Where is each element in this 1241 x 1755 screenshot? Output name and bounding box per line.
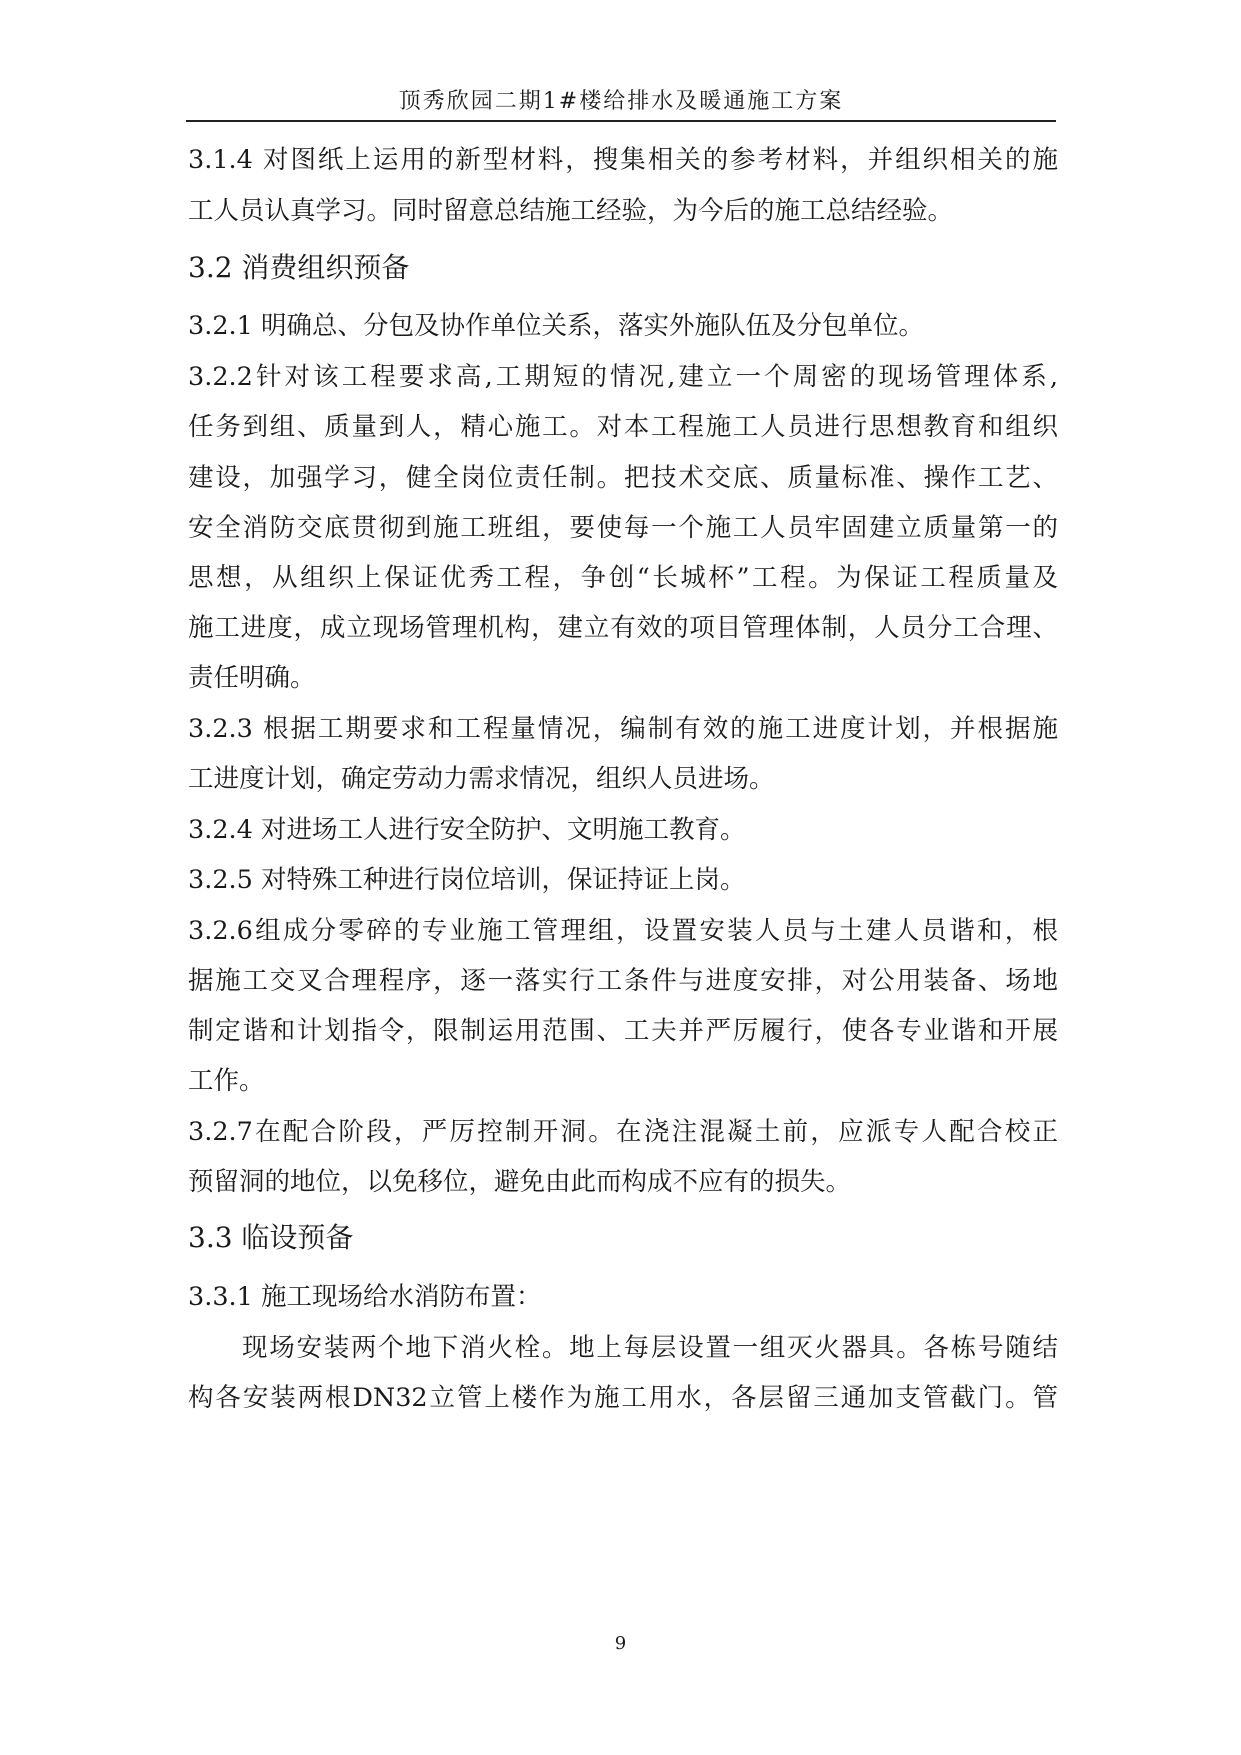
- paragraph-line: 责任明确。: [188, 663, 316, 693]
- paragraph-line: 3.2.2针对该工程要求高,工期短的情况,建立一个周密的现场管理体系,: [188, 362, 1058, 392]
- paragraph-line: 3.2.6组成分零碎的专业施工管理组，设置安装人员与土建人员谐和，根: [188, 916, 1058, 946]
- paragraph-line: 3.2.7在配合阶段，严厉控制开洞。在浇注混凝土前，应派专人配合校正: [188, 1117, 1058, 1147]
- paragraph-line: 施工进度，成立现场管理机构，建立有效的项目管理体制，人员分工合理、: [188, 613, 1058, 643]
- section-heading: 3.2 消费组织预备: [188, 251, 410, 284]
- paragraph-line: 3.2.5 对特殊工种进行岗位培训，保证持证上岗。: [188, 865, 746, 895]
- header-rule: [186, 120, 1056, 122]
- paragraph-line: 工人员认真学习。同时留意总结施工经验，为今后的施工总结经验。: [188, 196, 954, 226]
- paragraph-line: 3.2.1 明确总、分包及协作单位关系，落实外施队伍及分包单位。: [188, 311, 924, 341]
- paragraph-line: 3.1.4 对图纸上运用的新型材料，搜集相关的参考材料，并组织相关的施: [188, 145, 1058, 175]
- paragraph-line: 任务到组、质量到人，精心施工。对本工程施工人员进行思想教育和组织: [188, 412, 1058, 442]
- paragraph-line: 3.3.1 施工现场给水消防布置：: [188, 1282, 542, 1312]
- paragraph-line: 据施工交叉合理程序，逐一落实行工条件与进度安排，对公用装备、场地: [188, 966, 1058, 996]
- paragraph-line: 预留洞的地位，以免移位，避免由此而构成不应有的损失。: [188, 1167, 852, 1197]
- paragraph-line: 安全消防交底贯彻到施工班组，要使每一个施工人员牢固建立质量第一的: [188, 513, 1058, 543]
- paragraph-line: 思想，从组织上保证优秀工程，争创“长城杯”工程。为保证工程质量及: [188, 563, 1058, 593]
- section-heading: 3.3 临设预备: [188, 1221, 354, 1254]
- paragraph-line: 建设，加强学习，健全岗位责任制。把技术交底、质量标准、操作工艺、: [188, 463, 1058, 493]
- paragraph-line: 工作。: [188, 1066, 265, 1096]
- page-number: 9: [614, 1633, 627, 1654]
- paragraph-line: 3.2.4 对进场工人进行安全防护、文明施工教育。: [188, 815, 746, 845]
- running-header: 顶秀欣园二期1#楼给排水及暖通施工方案: [398, 89, 844, 114]
- paragraph-line: 工进度计划，确定劳动力需求情况，组织人员进场。: [188, 764, 775, 794]
- paragraph-line: 现场安装两个地下消火栓。地上每层设置一组灭火器具。各栋号随结: [242, 1333, 1058, 1363]
- paragraph-line: 制定谐和计划指令，限制运用范围、工夫并严厉履行，使各专业谐和开展: [188, 1016, 1058, 1046]
- paragraph-line: 构各安装两根DN32立管上楼作为施工用水，各层留三通加支管截门。管: [188, 1383, 1058, 1413]
- paragraph-line: 3.2.3 根据工期要求和工程量情况，编制有效的施工进度计划，并根据施: [188, 714, 1058, 744]
